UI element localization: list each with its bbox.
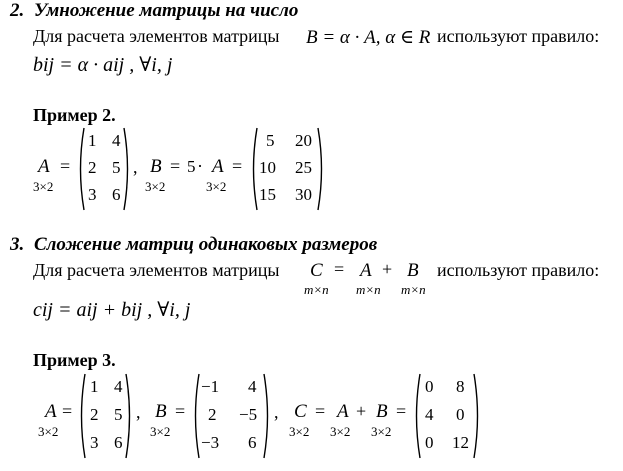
section-2-formula: B = α · A, α ∈ R (306, 27, 431, 48)
section-2-title: Умножение матрицы на число (34, 0, 299, 21)
matrix-entry: 20 (295, 131, 312, 150)
ex2-matrix-B-dims: 3×2 (145, 179, 166, 194)
section-3-intro: Для расчета элементов матрицы (33, 260, 280, 280)
ex2-matrix-A2-dims: 3×2 (206, 179, 227, 194)
ex3-matrix-C-dims: 3×2 (289, 424, 310, 439)
ex3-A-left-paren (77, 373, 87, 459)
ex2-equals-sign: = (60, 156, 71, 176)
matrix-entry: 0 (425, 433, 434, 452)
matrix-entry: 5 (112, 158, 121, 177)
section-3-formula-C: C (310, 260, 323, 281)
matrix-entry: 5 (114, 405, 123, 424)
ex3-equals-sign: = (315, 401, 326, 421)
ex3-matrix-A-dims: 3×2 (38, 424, 59, 439)
ex3-plus-sign: + (356, 401, 367, 421)
ex2-matrix-B-name: B (150, 156, 162, 177)
section-3-rule: cij = aij + bij , ∀i, j (33, 299, 191, 321)
ex2-dot: · (197, 156, 203, 176)
section-3-formula-plus: + (382, 259, 393, 279)
matrix-entry: 10 (259, 158, 276, 177)
ex2-scalar: 5 (187, 157, 196, 176)
ex3-A-right-paren (124, 373, 134, 459)
ex3-comma: , (274, 402, 279, 422)
ex3-matrix-B-dims: 3×2 (150, 424, 171, 439)
ex2-equals-sign: = (232, 156, 243, 176)
ex2-B-left-paren (249, 127, 259, 211)
section-3-formula-A-dims: m×n (356, 282, 381, 297)
matrix-entry: 6 (248, 433, 257, 452)
ex2-comma: , (133, 157, 138, 177)
matrix-entry: 4 (112, 131, 121, 150)
section-2-intro: Для расчета элементов матрицы (33, 26, 280, 46)
section-2-number: 2. (10, 0, 25, 21)
matrix-entry: 15 (259, 185, 276, 204)
section-3-intro-end: используют правило: (437, 260, 600, 280)
ex2-B-right-paren (316, 127, 326, 211)
matrix-entry: 8 (456, 377, 465, 396)
matrix-entry: 2 (90, 405, 99, 424)
ex2-A-right-paren (122, 127, 132, 211)
matrix-entry: −1 (201, 377, 220, 396)
ex3-sum-A-name: A (337, 401, 349, 422)
matrix-entry: 2 (208, 405, 217, 424)
ex3-matrix-B-name: B (155, 401, 167, 422)
matrix-entry: 3 (88, 185, 97, 204)
ex3-sum-A-dims: 3×2 (330, 424, 351, 439)
example-3-label: Пример 3. (33, 350, 116, 370)
matrix-entry: 1 (90, 377, 99, 396)
section-2-intro-end: используют правило: (437, 26, 600, 46)
ex3-B-right-paren (262, 373, 272, 459)
matrix-entry: 5 (266, 131, 275, 150)
ex2-matrix-A-name: A (38, 156, 50, 177)
ex3-equals-sign: = (62, 401, 73, 421)
matrix-entry: 3 (90, 433, 99, 452)
section-3-title: Сложение матриц одинаковых размеров (34, 234, 378, 255)
ex3-matrix-C-name: C (294, 401, 307, 422)
matrix-entry: 4 (114, 377, 123, 396)
ex3-sum-B-dims: 3×2 (371, 424, 392, 439)
section-3-formula-C-dims: m×n (304, 282, 329, 297)
ex3-matrix-A-name: A (45, 401, 57, 422)
matrix-entry: 25 (295, 158, 312, 177)
section-2-rule: bij = α · aij , ∀i, j (33, 54, 173, 76)
matrix-entry: 6 (114, 433, 123, 452)
section-3-formula-equals: = (334, 259, 345, 279)
ex2-A-left-paren (76, 127, 86, 211)
section-3-formula-B-dims: m×n (401, 282, 426, 297)
matrix-entry: 12 (452, 433, 469, 452)
ex3-sum-B-name: B (376, 401, 388, 422)
ex3-C-left-paren (412, 373, 422, 459)
matrix-entry: 6 (112, 185, 121, 204)
matrix-entry: −3 (201, 433, 220, 452)
matrix-entry: 30 (295, 185, 312, 204)
ex3-B-left-paren (191, 373, 201, 459)
section-3-formula-B: B (407, 260, 419, 281)
matrix-entry: 2 (88, 158, 97, 177)
matrix-entry: 0 (425, 377, 434, 396)
ex3-C-right-paren (472, 373, 482, 459)
matrix-entry: −5 (239, 405, 258, 424)
matrix-entry: 1 (88, 131, 97, 150)
section-3-formula-A: A (360, 260, 372, 281)
section-3-number: 3. (10, 234, 25, 255)
matrix-entry: 0 (456, 405, 465, 424)
ex2-equals-sign: = (170, 156, 181, 176)
example-2-label: Пример 2. (33, 105, 116, 125)
matrix-entry: 4 (425, 405, 434, 424)
ex2-matrix-A-dims: 3×2 (33, 179, 54, 194)
ex3-equals-sign: = (396, 401, 407, 421)
ex3-comma: , (136, 402, 141, 422)
ex3-equals-sign: = (175, 401, 186, 421)
matrix-entry: 4 (248, 377, 257, 396)
ex2-matrix-A2-name: A (212, 156, 224, 177)
